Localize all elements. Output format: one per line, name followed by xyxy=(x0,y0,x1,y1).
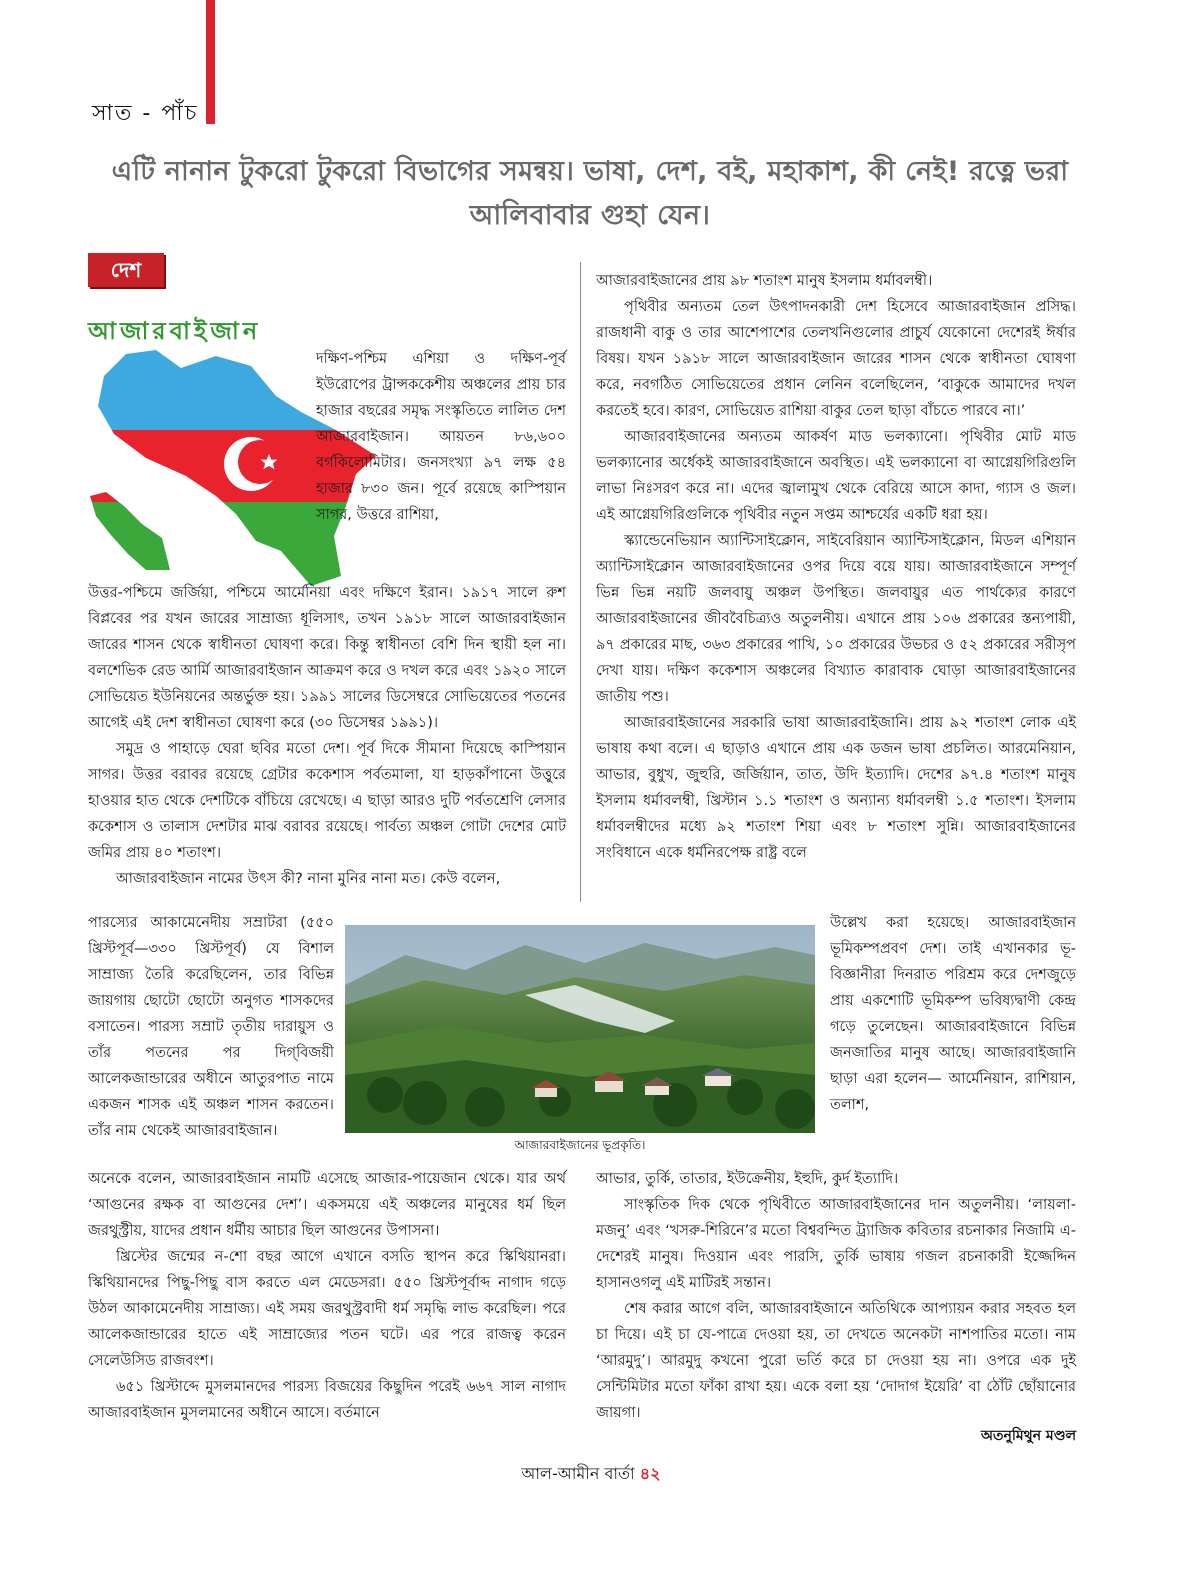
paragraph: আজারবাইজানের সরকারি ভাষা আজারবাইজানি। প্রায় ৯২ শতাংশ লোক এই ভাষায় কথা বলে। এ ছাড়াও এখানে প্রায় এক ডজন ভাষা প্রচলিত। আরমেনিয়ান, আভার, বুধুখ, জুহুরি, জর্জিয়ান, তাত, উদি ইত্যাদি। দেশের ৯৭.৪ শতাংশ মানুষ ইসলাম ধর্মাবলম্বী, খ্রিস্টান ১.১ শতাংশ ও অন্যান্য ধর্মাবলম্বী ১.৫ শতাংশ। ইসলাম ধর্মাবলম্বীদের মধ্যে ৯২ শতাংশ শিয়া এবং ৮ শতাংশ সুন্নি। আজারবাইজানের সংবিধানে একে ধর্মনিরপেক্ষ রাষ্ট্র বলে xyxy=(596,715,1076,861)
paragraph: স্ক্যান্ডেনেভিয়ান অ্যান্টিসাইক্লোন, সাইবেরিয়ান অ্যান্টিসাইক্লোন, মিডল এশিয়ান অ্যান্টিসাইক্লোন আজারবাইজানের ওপর দিয়ে বয়ে যায়। আজারবাইজানে সম্পূর্ণ ভিন্ন ভিন্ন নয়টি জলবায়ু অঞ্চল উপস্থিত। জলবায়ুর এত পার্থক্যের কারণে আজারবাইজানের জীববৈচিত্র্যও অতুলনীয়। এখানে প্রায় ১০৬ প্রকারের স্তন্যপায়ী, ৯৭ প্রকারের মাছ, ৩৬৩ প্রকারের পাখি, ১০ প্রকারের উভচর ও ৫২ প্রকারের সরীসৃপ দেখা যায়। দক্ষিণ ককেশাস অঞ্চলের বিখ্যাত কারাবাক ঘোড়া আজারবাইজানের জাতীয় পশু। xyxy=(596,533,1076,705)
paragraph: উত্তর-পশ্চিমে জর্জিয়া, পশ্চিমে আর্মেনিয়া এবং দক্ষিণে ইরান। ১৯১৭ সালে রুশ বিপ্লবের পর যখন জারের সাম্রাজ্য ধূলিসাৎ, তখন ১৯১৮ সালে আজারবাইজান জারের শাসন থেকে স্বাধীনতা ঘোষণা করে। কিন্তু স্বাধীনতা বেশি দিন স্থায়ী হল না। বলশেভিক রেড আর্মি আজারবাইজান আক্রমণ করে ও দখল করে এবং ১৯২০ সালে সোভিয়েত ইউনিয়নের অন্তর্ভুক্ত হয়। ১৯৯১ সালের ডিসেম্বরে সোভিয়েতের পতনের আগেই এই দেশ স্বাধীনতা ঘোষণা করে (৩০ ডিসেম্বর ১৯৯১)। xyxy=(88,585,566,731)
left-column-lower xyxy=(88,1166,566,1426)
paragraph: অনেকে বলেন, আজারবাইজান নামটি এসেছে আজার-পায়েজান থেকে। যার অর্থ ‘আগুনের রক্ষক বা আগুনের দেশ’। একসময়ে এই অঞ্চলের মানুষের ধর্ম ছিল জরথুস্ট্রীয়, যাদের প্রধান ধর্মীয় আচার ছিল আগুনের উপাসনা। xyxy=(88,1171,566,1239)
paragraph: সাংস্কৃতিক দিক থেকে পৃথিবীতে আজারবাইজানের দান অতুলনীয়। ‘লায়লা-মজনু’ এবং ‘খসরু-শিরিনে’র মতো বিশ্ববন্দিত ট্র্যাজিক কবিতার রচনাকার নিজামি এ-দেশেরই মানুষ। দিওয়ান এবং পারসি, তুর্কি ভাষায় গজল রচনাকারী ইজ্জেদ্দিন হাসানওগলু এই মাটিরই সন্তান। xyxy=(596,1197,1076,1291)
right-wrap-text: উল্লেখ করা হয়েছে। আজারবাইজান ভূমিকম্পপ্রবণ দেশ। তাই এখানকার ভূ-বিজ্ঞানীরা দিনরাত পরিশ্রম করে দেশজুড়ে প্রায় একশোটি ভূমিকম্প ভবিষ্যদ্বাণী কেন্দ্র গড়ে তুলেছেন। আজারবাইজানে বিভিন্ন জনজাতির মানুষ আছে। আজারবাইজানি ছাড়া এরা হলেন— আর্মেনিয়ান, রাশিয়ান, তলাশ, xyxy=(830,915,1076,1113)
intro-paragraph: দক্ষিণ-পশ্চিম এশিয়া ও দক্ষিণ-পূর্ব ইউরোপের ট্রান্সককেশীয় অঞ্চলের প্রায় চার হাজার বছরের সমৃদ্ধ সংস্কৃতিতে লালিত দেশ আজারবাইজান। আয়তন ৮৬,৬০০ বর্গকিলোমিটার। জনসংখ্যা ৯৭ লক্ষ ৫৪ হাজার ৮৩০ জন। পূর্বে রয়েছে কাস্পিয়ান সাগর, উত্তরে রাশিয়া, xyxy=(316,351,566,523)
paragraph: শেষ করার আগে বলি, আজারবাইজানে অতিথিকে আপ্যায়ন করার সহবত হল চা দিয়ে। এই চা যে-পাত্রে দেওয়া হয়, তা দেখতে অনেকটা নাশপাতির মতো। নাম ‘আরমুদু’। আরমুদু কখনো পুরো ভর্তি করে চা দেওয়া হয় না। ওপরে এক দুই সেন্টিমিটার মতো ফাঁকা রাখা হয়। একে বলা হয় ‘দোদাগ ইয়েরি’ বা ঠোঁট ছোঁয়ানোর জায়গা। xyxy=(596,1301,1076,1421)
paragraph: আজারবাইজানের অন্যতম আকর্ষণ মাড ভলক্যানো। পৃথিবীর মোট মাড ভলক্যানোর অর্ধেকই আজারবাইজানে অবস্থিত। এই ভলক্যানো বা আগ্নেয়গিরিগুলি লাভা নিঃসরণ করে না। এদের জ্বালামুখ থেকে বেরিয়ে আসে কাদা, গ্যাস ও জল। এই আগ্নেয়গিরিগুলিকে পৃথিবীর নতুন সপ্তম আশ্চর্যের একটি ধরা হয়। xyxy=(596,429,1076,523)
right-column-lower xyxy=(596,1166,1076,1426)
paragraph: আজারবাইজান নামের উৎস কী? নানা মুনির নানা মত। কেউ বলেন, xyxy=(116,871,501,887)
left-column-upper xyxy=(88,580,566,892)
category-tag: দেশ xyxy=(88,253,164,287)
page-headline: এটি নানান টুকরো টুকরো বিভাগের সমন্বয়। ভাষা, দেশ, বই, মহাকাশ, কী নেই! রত্নে ভরা আলিবাবার গুহা যেন। xyxy=(111,156,1069,231)
accent-bar xyxy=(206,0,215,124)
paragraph: সমুদ্র ও পাহাড়ে ঘেরা ছবির মতো দেশ। পূর্ব দিকে সীমানা দিয়েছে কাস্পিয়ান সাগর। উত্তর বরাবর রয়েছে গ্রেটার ককেশাস পর্বতমালা, যা হাড়কাঁপানো উত্তুরে হাওয়ার হাত থেকে দেশটিকে বাঁচিয়ে রেখেছে। এ ছাড়া আরও দুটি পর্বতশ্রেণি লেসার ককেশাস ও তালাস দেশটার মাঝ বরাবর রয়েছে। পার্বত্য অঞ্চল গোটা দেশের মোট জমির প্রায় ৪০ শতাংশ। xyxy=(88,741,566,861)
paragraph: আভার, তুর্কি, তাতার, ইউক্রেনীয়, ইহুদি, কুর্দ ইত্যাদি। xyxy=(596,1171,899,1187)
photo-caption: আজারবাইজানের ভূপ্রকৃতি। xyxy=(514,1138,646,1152)
magazine-name: আল-আমীন বার্তা xyxy=(521,1464,635,1483)
left-wrap-text: পারস্যের আকামেনেদীয় সম্রাটরা (৫৫০ খ্রিস্টপূর্ব—৩৩০ খ্রিস্টপূর্ব) যে বিশাল সাম্রাজ্য তৈরি করেছিলেন, তার বিভিন্ন জায়গায় ছোটো ছোটো অনুগত শাসকদের বসাতেন। পারস্য সম্রাট তৃতীয় দারায়ুস ও তাঁর পতনের পর দিগ্‌বিজয়ী আলেকজান্ডারের অধীনে আতুরপাত নামে একজন শাসক এই অঞ্চল শাসন করতেন। তাঁর নাম থেকেই আজারবাইজান। xyxy=(88,915,334,1139)
column-divider xyxy=(580,262,581,902)
section-title: সাত - পাঁচ xyxy=(92,101,199,126)
paragraph: পৃথিবীর অন্যতম তেল উৎপাদনকারী দেশ হিসেবে আজারবাইজান প্রসিদ্ধ। রাজধানী বাকু ও তার আশেপাশের তেলখনিগুলোর প্রাচুর্য যেকোনো দেশেরই ঈর্ষার বিষয়। যখন ১৯১৮ সালে আজারবাইজান জারের শাসন থেকে স্বাধীনতা ঘোষণা করে, নবগঠিত সোভিয়েতের প্রধান লেনিন বলেছিলেন, ‘বাকুকে আমাদের দখল করতেই হবে। কারণ, সোভিয়েত রাশিয়া বাকুর তেল ছাড়া বাঁচতে পারবে না।’ xyxy=(596,299,1076,419)
paragraph: খ্রিস্টের জন্মের ন-শো বছর আগে এখানে বসতি স্থাপন করে স্কিথিয়ানরা। স্কিথিয়ানদের পিছু-পিছু বাস করতে এল মেডেসরা। ৫৫০ খ্রিস্টপূর্বাব্দ নাগাদ গড়ে উঠল আকামেনেদীয় সাম্রাজ্য। এই সময় জরথুস্ট্রবাদী ধর্ম সমৃদ্ধি লাভ করেছিল। পরে আলেকজান্ডারের হাতে এই সাম্রাজ্যের পতন ঘটে। এর পরে রাজত্ব করেন সেলেউসিড রাজবংশ। xyxy=(88,1249,566,1369)
page-footer xyxy=(0,1461,1182,1488)
paragraph: আজারবাইজানের প্রায় ৯৮ শতাংশ মানুষ ইসলাম ধর্মাবলম্বী। xyxy=(596,273,933,289)
author-name: অতনুমিথুন মণ্ডল xyxy=(980,1428,1076,1444)
page-number: ৪২ xyxy=(639,1464,661,1483)
paragraph: ৬৫১ খ্রিস্টাব্দে মুসলমানদের পারস্য বিজয়ের কিছুদিন পরেই ৬৬৭ সাল নাগাদ আজারবাইজান মুসলমানের অধীনে আসে। বর্তমানে xyxy=(88,1379,566,1421)
article-title: আজারবাইজান xyxy=(88,317,262,345)
right-column-upper xyxy=(596,268,1076,866)
landscape-photo xyxy=(345,925,815,1133)
